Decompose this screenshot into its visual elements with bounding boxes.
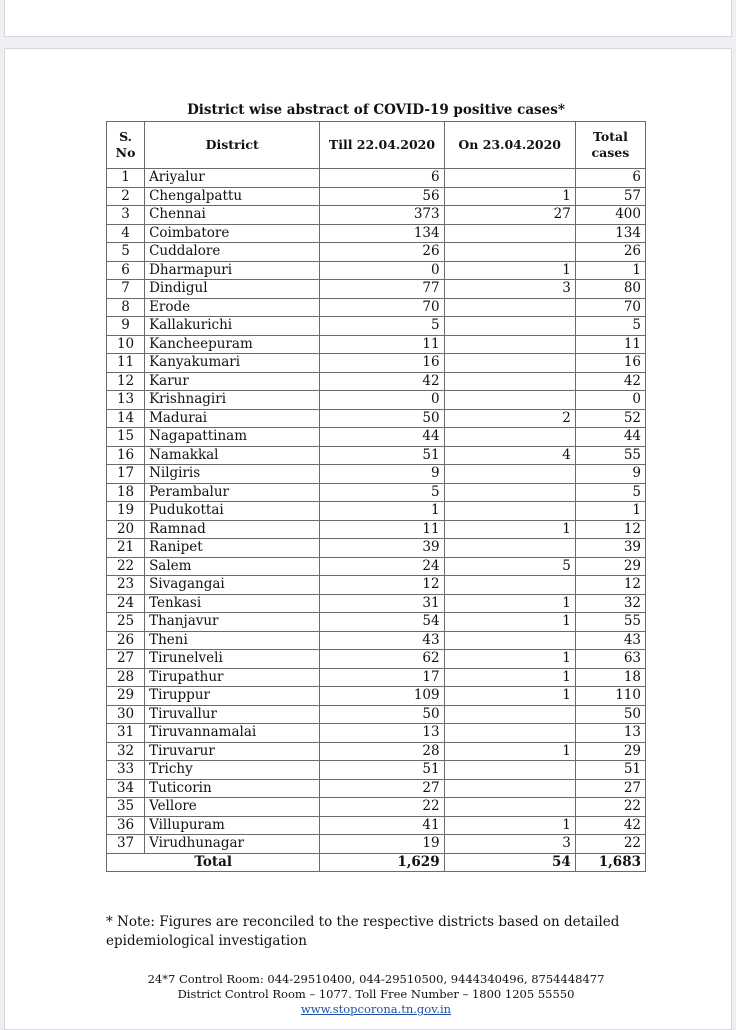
cell-district: Tenkasi xyxy=(145,594,320,613)
cell-on xyxy=(444,483,575,502)
cell-till: 56 xyxy=(320,187,444,206)
cell-total: 43 xyxy=(575,631,645,650)
cell-total: 26 xyxy=(575,243,645,262)
cell-till: 19 xyxy=(320,835,444,854)
footnote: * Note: Figures are reconciled to the respective districts based on detailed epidemiological investigation xyxy=(106,914,620,949)
cell-sno: 33 xyxy=(107,761,145,780)
table-row xyxy=(107,724,646,743)
cell-on: 1 xyxy=(444,520,575,539)
cell-total: 18 xyxy=(575,668,645,687)
table-row xyxy=(107,835,646,854)
table-row xyxy=(107,317,646,336)
table-row xyxy=(107,650,646,669)
table-row xyxy=(107,705,646,724)
cell-district: Tirunelveli xyxy=(145,650,320,669)
table-row xyxy=(107,280,646,299)
cell-sno: 35 xyxy=(107,798,145,817)
table-row xyxy=(107,576,646,595)
cell-sno: 2 xyxy=(107,187,145,206)
cell-total: 55 xyxy=(575,613,645,632)
cell-on: 4 xyxy=(444,446,575,465)
cell-till: 51 xyxy=(320,761,444,780)
cell-on xyxy=(444,798,575,817)
cell-total: 50 xyxy=(575,705,645,724)
cell-till: 70 xyxy=(320,298,444,317)
cell-till: 0 xyxy=(320,391,444,410)
cell-total: 27 xyxy=(575,779,645,798)
cell-on: 5 xyxy=(444,557,575,576)
control-room-line: 24*7 Control Room: 044-29510400, 044-29510500, 9444340496, 8754448477 xyxy=(147,972,605,986)
cell-on xyxy=(444,298,575,317)
cell-on xyxy=(444,631,575,650)
cell-till: 27 xyxy=(320,779,444,798)
cell-sno: 5 xyxy=(107,243,145,262)
table-row xyxy=(107,742,646,761)
table-row xyxy=(107,816,646,835)
total-row xyxy=(107,853,646,872)
cell-total: 22 xyxy=(575,798,645,817)
cell-on xyxy=(444,539,575,558)
cell-total: 16 xyxy=(575,354,645,373)
table-row xyxy=(107,335,646,354)
cell-till: 54 xyxy=(320,613,444,632)
cell-till: 17 xyxy=(320,668,444,687)
cell-on: 1 xyxy=(444,613,575,632)
table-row xyxy=(107,761,646,780)
cell-district: Krishnagiri xyxy=(145,391,320,410)
cell-on: 2 xyxy=(444,409,575,428)
cell-on: 3 xyxy=(444,835,575,854)
cell-sno: 15 xyxy=(107,428,145,447)
district-control-line: District Control Room – 1077. Toll Free Number – 1800 1205 55550 xyxy=(177,987,575,1001)
contact-footer xyxy=(106,972,646,1017)
cell-district: Dharmapuri xyxy=(145,261,320,280)
cell-till: 11 xyxy=(320,335,444,354)
cell-total: 12 xyxy=(575,520,645,539)
table-row xyxy=(107,502,646,521)
cell-sno: 31 xyxy=(107,724,145,743)
cell-sno: 28 xyxy=(107,668,145,687)
cell-total: 1 xyxy=(575,502,645,521)
table-row xyxy=(107,520,646,539)
table-row xyxy=(107,243,646,262)
cell-district: Tirupathur xyxy=(145,668,320,687)
table-row xyxy=(107,169,646,188)
cell-till: 28 xyxy=(320,742,444,761)
cell-sno: 24 xyxy=(107,594,145,613)
cell-total: 11 xyxy=(575,335,645,354)
table-row xyxy=(107,613,646,632)
table-row xyxy=(107,483,646,502)
cell-sno: 26 xyxy=(107,631,145,650)
cell-district: Coimbatore xyxy=(145,224,320,243)
website-link[interactable]: www.stopcorona.tn.gov.in xyxy=(300,1002,452,1016)
cell-sno: 23 xyxy=(107,576,145,595)
cell-total: 42 xyxy=(575,372,645,391)
cell-district: Pudukottai xyxy=(145,502,320,521)
cell-sno: 1 xyxy=(107,169,145,188)
cell-total: 9 xyxy=(575,465,645,484)
table-row xyxy=(107,354,646,373)
cell-total: 51 xyxy=(575,761,645,780)
cell-till: 43 xyxy=(320,631,444,650)
cell-sno: 10 xyxy=(107,335,145,354)
cell-sno: 13 xyxy=(107,391,145,410)
cell-district: Nagapattinam xyxy=(145,428,320,447)
cell-district: Sivagangai xyxy=(145,576,320,595)
cell-district: Dindigul xyxy=(145,280,320,299)
table-row xyxy=(107,224,646,243)
cell-on xyxy=(444,761,575,780)
cell-district: Ramnad xyxy=(145,520,320,539)
cell-district: Chennai xyxy=(145,206,320,225)
cell-district: Chengalpattu xyxy=(145,187,320,206)
table-row xyxy=(107,187,646,206)
cell-on xyxy=(444,779,575,798)
cell-till: 1 xyxy=(320,502,444,521)
cell-district: Tiruvarur xyxy=(145,742,320,761)
table-row xyxy=(107,557,646,576)
cell-till: 24 xyxy=(320,557,444,576)
cell-till: 50 xyxy=(320,409,444,428)
cell-total: 1 xyxy=(575,261,645,280)
cell-sno: 37 xyxy=(107,835,145,854)
cell-district: Kancheepuram xyxy=(145,335,320,354)
district-cases-table xyxy=(106,121,646,872)
cell-sno: 19 xyxy=(107,502,145,521)
cell-on xyxy=(444,169,575,188)
cell-till: 5 xyxy=(320,317,444,336)
cell-on xyxy=(444,428,575,447)
cell-total: 39 xyxy=(575,539,645,558)
cell-on: 1 xyxy=(444,650,575,669)
cell-district: Tiruvallur xyxy=(145,705,320,724)
cell-sno: 27 xyxy=(107,650,145,669)
cell-sno: 29 xyxy=(107,687,145,706)
cell-district: Thanjavur xyxy=(145,613,320,632)
cell-total: 12 xyxy=(575,576,645,595)
cell-sno: 20 xyxy=(107,520,145,539)
table-row xyxy=(107,206,646,225)
cell-district: Tuticorin xyxy=(145,779,320,798)
cell-till: 5 xyxy=(320,483,444,502)
cell-district: Villupuram xyxy=(145,816,320,835)
cell-on xyxy=(444,391,575,410)
cell-total: 5 xyxy=(575,317,645,336)
previous-page-edge xyxy=(4,0,732,37)
cell-till: 39 xyxy=(320,539,444,558)
cell-sno: 12 xyxy=(107,372,145,391)
header-sno: S. No xyxy=(107,122,145,169)
cell-district: Kallakurichi xyxy=(145,317,320,336)
cell-till: 16 xyxy=(320,354,444,373)
cell-sno: 36 xyxy=(107,816,145,835)
table-row xyxy=(107,631,646,650)
cell-total: 29 xyxy=(575,742,645,761)
cell-district: Theni xyxy=(145,631,320,650)
cell-till: 41 xyxy=(320,816,444,835)
cell-total: 134 xyxy=(575,224,645,243)
cell-till: 62 xyxy=(320,650,444,669)
cell-total: 57 xyxy=(575,187,645,206)
cell-district: Kanyakumari xyxy=(145,354,320,373)
cell-district: Trichy xyxy=(145,761,320,780)
cell-sno: 6 xyxy=(107,261,145,280)
table-row xyxy=(107,465,646,484)
cell-total: 29 xyxy=(575,557,645,576)
cell-till: 6 xyxy=(320,169,444,188)
cell-till: 51 xyxy=(320,446,444,465)
cell-district: Virudhunagar xyxy=(145,835,320,854)
cell-sno: 4 xyxy=(107,224,145,243)
cell-sno: 8 xyxy=(107,298,145,317)
cell-total: 32 xyxy=(575,594,645,613)
cell-total: 80 xyxy=(575,280,645,299)
cell-district: Namakkal xyxy=(145,446,320,465)
cell-district: Perambalur xyxy=(145,483,320,502)
cell-on xyxy=(444,576,575,595)
cell-total: 52 xyxy=(575,409,645,428)
cell-till: 22 xyxy=(320,798,444,817)
cell-total: 400 xyxy=(575,206,645,225)
header-on: On 23.04.2020 xyxy=(444,122,575,169)
cell-district: Ariyalur xyxy=(145,169,320,188)
cell-district: Salem xyxy=(145,557,320,576)
cell-sno: 25 xyxy=(107,613,145,632)
cell-sno: 17 xyxy=(107,465,145,484)
cell-on xyxy=(444,724,575,743)
cell-till: 0 xyxy=(320,261,444,280)
cell-district: Tiruvannamalai xyxy=(145,724,320,743)
cell-total: 63 xyxy=(575,650,645,669)
cell-sno: 18 xyxy=(107,483,145,502)
cell-on: 1 xyxy=(444,668,575,687)
table-row xyxy=(107,391,646,410)
cell-till: 26 xyxy=(320,243,444,262)
cell-till: 50 xyxy=(320,705,444,724)
cell-till: 44 xyxy=(320,428,444,447)
table-row xyxy=(107,446,646,465)
cell-on xyxy=(444,354,575,373)
cell-sno: 21 xyxy=(107,539,145,558)
cell-on xyxy=(444,502,575,521)
total-on: 54 xyxy=(444,853,575,872)
cell-on xyxy=(444,335,575,354)
table-row xyxy=(107,428,646,447)
cell-till: 12 xyxy=(320,576,444,595)
cell-total: 5 xyxy=(575,483,645,502)
cell-sno: 30 xyxy=(107,705,145,724)
cell-district: Cuddalore xyxy=(145,243,320,262)
cell-on: 1 xyxy=(444,261,575,280)
cell-on: 1 xyxy=(444,187,575,206)
cell-till: 13 xyxy=(320,724,444,743)
cell-sno: 3 xyxy=(107,206,145,225)
cell-on: 1 xyxy=(444,687,575,706)
table-row xyxy=(107,539,646,558)
header-row xyxy=(107,122,646,169)
cell-district: Nilgiris xyxy=(145,465,320,484)
cell-sno: 34 xyxy=(107,779,145,798)
cell-district: Tiruppur xyxy=(145,687,320,706)
cell-district: Erode xyxy=(145,298,320,317)
cell-sno: 7 xyxy=(107,280,145,299)
cell-total: 13 xyxy=(575,724,645,743)
table-row xyxy=(107,668,646,687)
cell-till: 31 xyxy=(320,594,444,613)
table-row xyxy=(107,687,646,706)
table-row xyxy=(107,594,646,613)
cell-on xyxy=(444,705,575,724)
cell-on: 1 xyxy=(444,742,575,761)
total-label: Total xyxy=(107,853,320,872)
cell-total: 42 xyxy=(575,816,645,835)
table-row xyxy=(107,261,646,280)
cell-till: 9 xyxy=(320,465,444,484)
cell-sno: 16 xyxy=(107,446,145,465)
cell-on: 3 xyxy=(444,280,575,299)
cell-till: 77 xyxy=(320,280,444,299)
cell-sno: 14 xyxy=(107,409,145,428)
cell-total: 44 xyxy=(575,428,645,447)
table-row xyxy=(107,409,646,428)
table-row xyxy=(107,372,646,391)
cell-district: Ranipet xyxy=(145,539,320,558)
table-body xyxy=(107,169,646,854)
cell-till: 42 xyxy=(320,372,444,391)
cell-on: 1 xyxy=(444,594,575,613)
cell-district: Vellore xyxy=(145,798,320,817)
table-row xyxy=(107,779,646,798)
cell-total: 55 xyxy=(575,446,645,465)
table-row xyxy=(107,798,646,817)
cell-till: 373 xyxy=(320,206,444,225)
cell-district: Karur xyxy=(145,372,320,391)
cell-total: 110 xyxy=(575,687,645,706)
cell-till: 11 xyxy=(320,520,444,539)
cell-on: 27 xyxy=(444,206,575,225)
table-title: District wise abstract of COVID-19 positive cases* xyxy=(187,102,565,118)
cell-on xyxy=(444,224,575,243)
cell-total: 0 xyxy=(575,391,645,410)
cell-on: 1 xyxy=(444,816,575,835)
cell-on xyxy=(444,243,575,262)
cell-total: 22 xyxy=(575,835,645,854)
cell-sno: 22 xyxy=(107,557,145,576)
header-district: District xyxy=(145,122,320,169)
total-till: 1,629 xyxy=(320,853,444,872)
cell-on xyxy=(444,317,575,336)
cell-district: Madurai xyxy=(145,409,320,428)
header-total: Total cases xyxy=(575,122,645,169)
cell-till: 109 xyxy=(320,687,444,706)
cell-sno: 9 xyxy=(107,317,145,336)
cell-total: 70 xyxy=(575,298,645,317)
table-row xyxy=(107,298,646,317)
cell-sno: 11 xyxy=(107,354,145,373)
total-total: 1,683 xyxy=(575,853,645,872)
cell-total: 6 xyxy=(575,169,645,188)
cell-on xyxy=(444,372,575,391)
cell-sno: 32 xyxy=(107,742,145,761)
cell-on xyxy=(444,465,575,484)
header-till: Till 22.04.2020 xyxy=(320,122,444,169)
cell-till: 134 xyxy=(320,224,444,243)
